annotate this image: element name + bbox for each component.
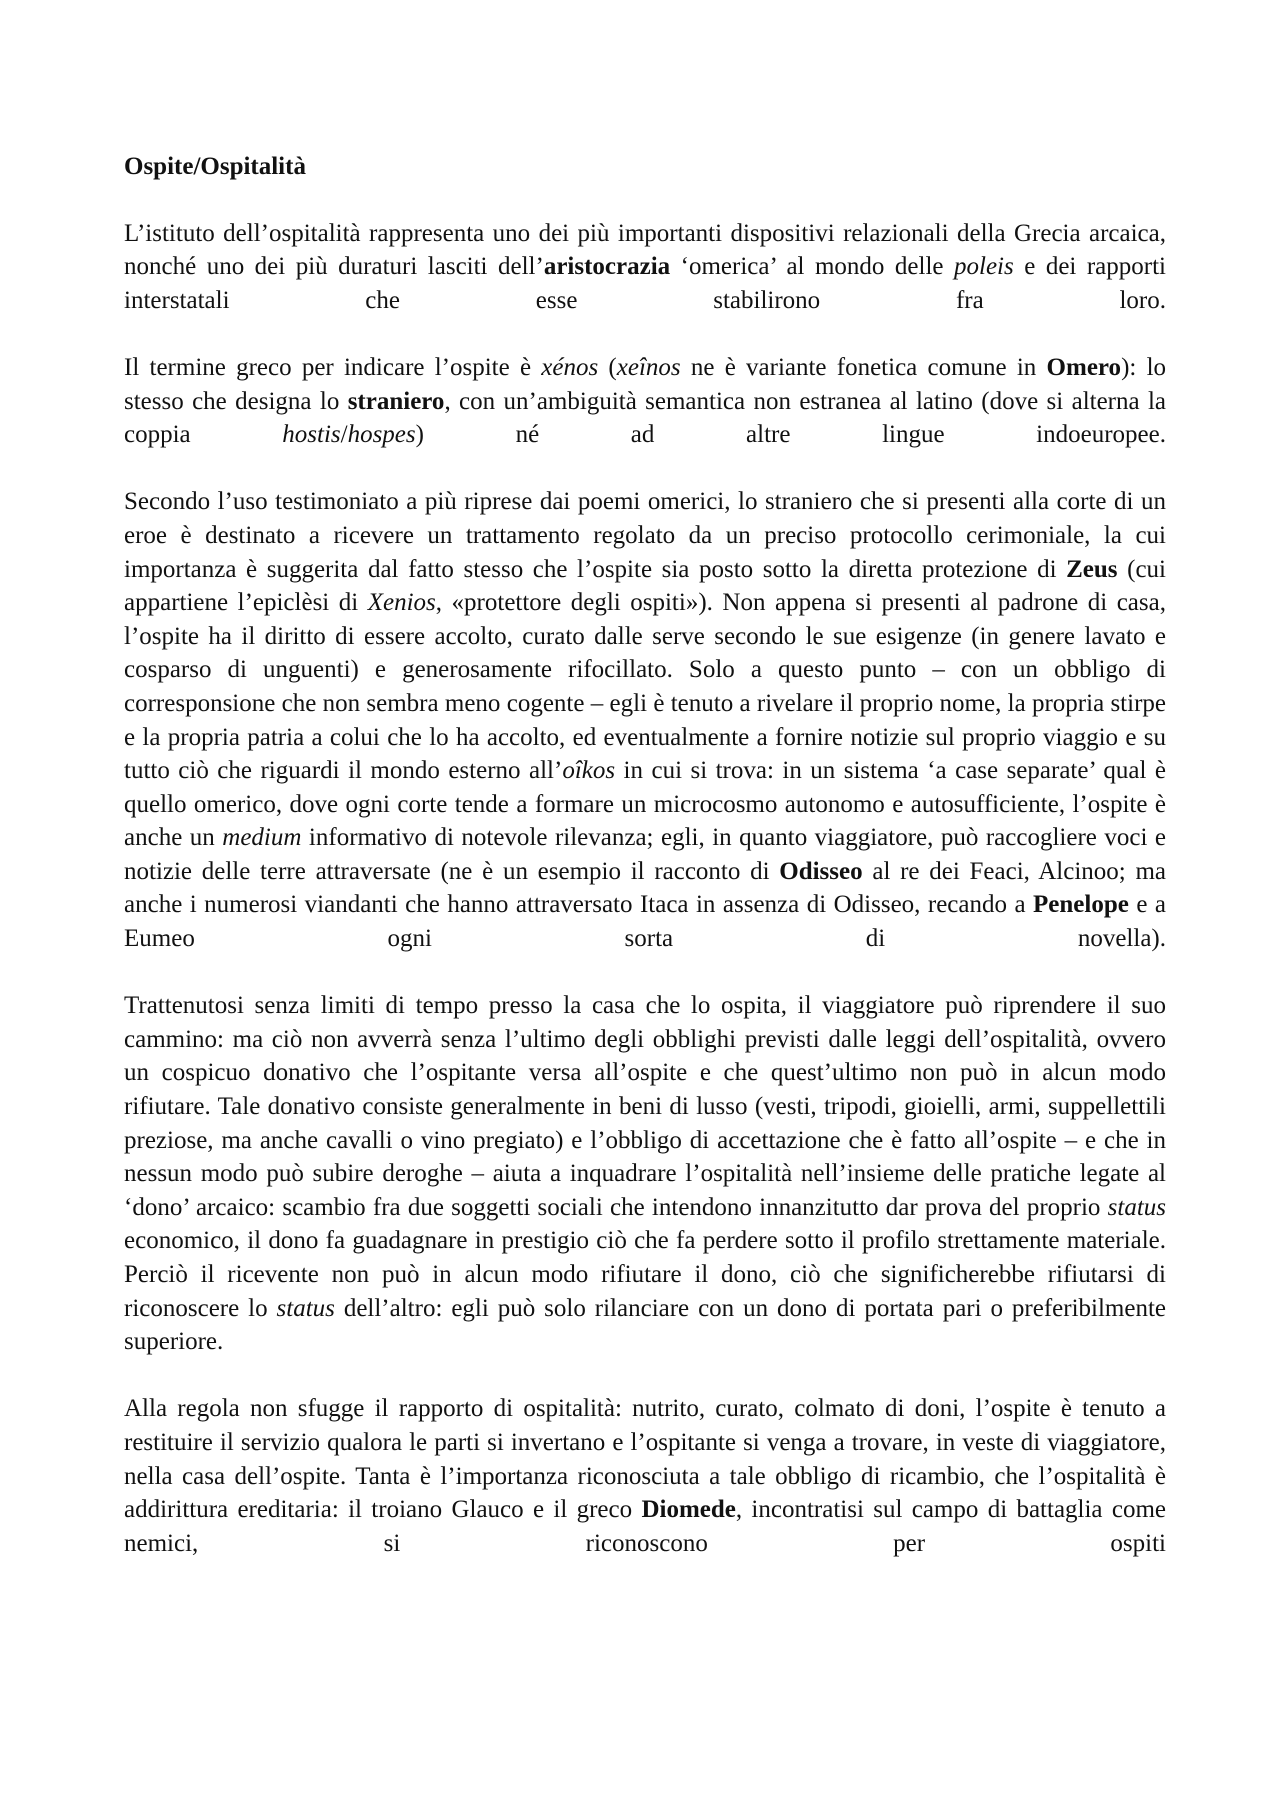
text-run: Alla regola non sfugge il rapporto di ospitalità: nutrito, curato, colmato di doni, l’ospite è tenuto a restituire il servizio qualora le parti si invertano e l’ospitante si venga a trovare, in veste di viaggiatore, nella casa dell’ospite. Tanta è l’importanza riconosciuta a tale obbligo di ricambio, che l’ospitalità è addirittura ereditaria: il troiano Glauco e il greco	[124, 1395, 1166, 1524]
paragraph	[124, 989, 1166, 1359]
text-run: L’istituto dell’ospitalità rappresenta uno dei più importanti dispositivi relazionali della Grecia arcaica, nonché uno dei più duraturi lasciti dell’	[124, 219, 1166, 281]
italic-term: xénos	[541, 353, 599, 381]
italic-term: hospes	[347, 421, 416, 449]
text-run: ne è variante fonetica comune in	[680, 353, 1047, 381]
bold-term: Diomede	[641, 1496, 736, 1524]
italic-term: poleis	[954, 253, 1014, 281]
text-run: Il termine greco per indicare l’ospite è	[124, 353, 542, 381]
text-run: Trattenutosi senza limiti di tempo presso la casa che lo ospita, il viaggiatore può riprendere il suo cammino: ma ciò non avverrà senza l’ultimo degli obblighi previsti dalle leggi dell’ospitalità, ovvero un cospicuo donativo che l’ospitante versa all’ospite e che quest’ultimo non può in alcun modo rifiutare. Tale donativo consiste generalmente in beni di lusso (vesti, tripodi, gioielli, armi, suppellettili preziose, ma anche cavalli o vino pregiato) e l’obbligo di accettazione che è fatto all’ospite – e che in nessun modo può subire deroghe – aiuta a inquadrare l’ospitalità nell’insieme delle pratiche legate al ‘dono’ arcaico: scambio fra due soggetti sociali che intendono innanzitutto dar prova del proprio	[124, 992, 1166, 1221]
italic-term: Xenios	[367, 589, 436, 617]
bold-term: Zeus	[1066, 555, 1118, 583]
paragraph	[124, 217, 1166, 318]
text-run: informativo di notevole rilevanza; egli, in quanto viaggiatore, può raccogliere voci e notizie delle terre attraversate (ne è un esempio il racconto di	[124, 824, 1166, 885]
paragraph	[124, 351, 1166, 452]
italic-term: hostis	[282, 421, 341, 449]
text-run: dell’altro: egli può solo rilanciare con un dono di portata pari o preferibilmente superiore.	[124, 1294, 1167, 1356]
document-title: Ospite/Ospitalità	[124, 153, 306, 180]
bold-term: Odisseo	[779, 857, 863, 885]
italic-term: medium	[222, 824, 302, 852]
text-run: /	[340, 421, 348, 449]
text-run: economico, il dono fa guadagnare in prestigio ciò che fa perdere sotto il profilo strettamente materiale. Perciò il ricevente non può in alcun modo rifiutare il dono, ciò che significherebbe rifiutarsi di riconoscere lo	[124, 1227, 1166, 1322]
document-body	[124, 150, 1166, 1594]
text-run: in cui si trova: in un sistema ‘a case separate’ qual è quello omerico, dove ogni corte tende a formare un microcosmo autonomo e autosufficiente, l’ospite è anche un	[124, 757, 1167, 852]
italic-term: status	[1107, 1193, 1166, 1221]
bold-term: straniero	[347, 387, 445, 415]
text-run: (	[598, 353, 617, 381]
text-run: ‘omerica’ al mondo delle	[670, 253, 955, 281]
text-run: e dei rapporti interstatali che esse stabilirono fra loro.	[124, 253, 1166, 314]
bold-term: Omero	[1046, 353, 1122, 381]
text-run: , incontratisi sul campo di battaglia come nemici, si riconoscono per ospiti	[124, 1496, 1166, 1557]
italic-term: status	[276, 1294, 335, 1322]
bold-term: Penelope	[1033, 891, 1129, 919]
text-run: ): lo stesso che designa lo	[124, 353, 1167, 415]
text-run: (cui appartiene l’epiclèsi di	[124, 555, 1166, 617]
text-run: Secondo l’uso testimoniato a più riprese dai poemi omerici, lo straniero che si presenti alla corte di un eroe è destinato a ricevere un trattamento regolato da un preciso protocollo cerimoniale, la cui importanza è suggerita dal fatto stesso che l’ospite sia posto sotto la diretta protezione di	[124, 488, 1166, 583]
text-run: ) né ad altre lingue indoeuropee.	[415, 421, 1166, 449]
text-run: e a Eumeo ogni sorta di novella).	[124, 891, 1166, 953]
paragraph	[124, 1392, 1166, 1560]
italic-term: oîkos	[562, 757, 616, 785]
text-run: , «protettore degli ospiti»). Non appena si presenti al padrone di casa, l’ospite ha il diritto di essere accolto, curato dalle serve secondo le sue esigenze (in genere lavato e cosparso di unguenti) e generosamente rifocillato. Solo a questo punto – con un obbligo di corresponsione che non sembra meno cogente – egli è tenuto a rivelare il proprio nome, la propria stirpe e la propria patria a colui che lo ha accolto, ed eventualmente a fornire notizie sul proprio viaggio e su tutto ciò che riguardi il mondo esterno all’	[124, 589, 1166, 785]
text-run: , con un’ambiguità semantica non estranea al latino (dove si alterna la coppia	[124, 387, 1167, 449]
paragraph-list	[124, 217, 1166, 1561]
bold-term: aristocrazia	[543, 253, 671, 281]
paragraph	[124, 485, 1166, 955]
italic-term: xeînos	[616, 353, 681, 381]
text-run: al re dei Feaci, Alcinoo; ma anche i numerosi viandanti che hanno attraversato Itaca in assenza di Odisseo, recando a	[124, 857, 1166, 919]
